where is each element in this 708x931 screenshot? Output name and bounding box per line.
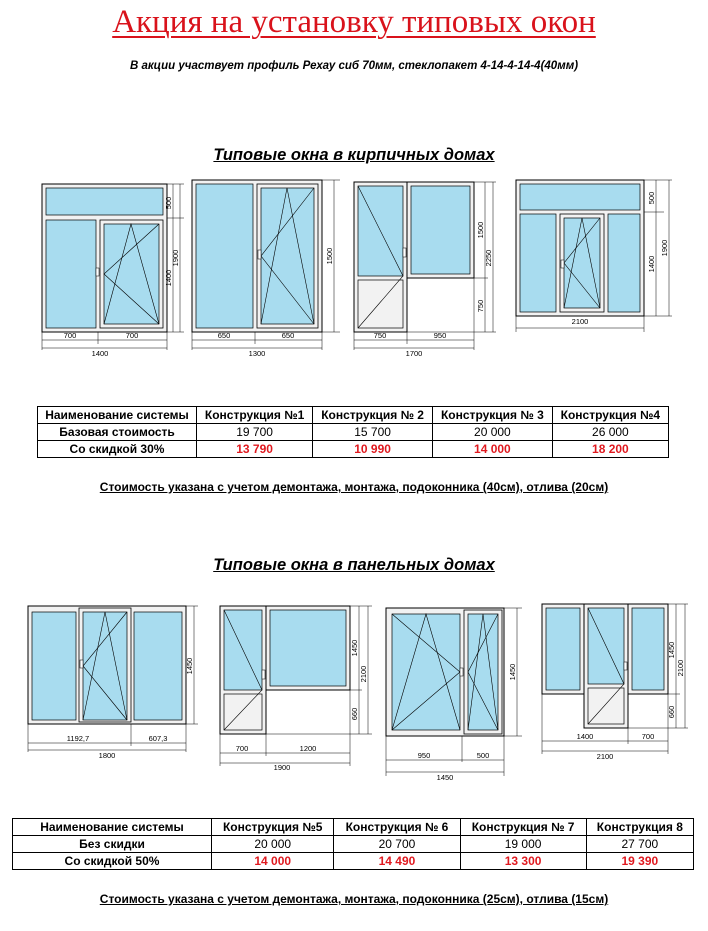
dim-label: 1400 — [91, 349, 109, 358]
brick-window-4-drawing — [512, 176, 687, 356]
panel-window-8-drawing — [536, 600, 706, 760]
price-cell: 15 700 — [313, 424, 433, 441]
table-header-cell: Конструкция № 3 — [432, 407, 552, 424]
discount-price-cell: 13 790 — [197, 441, 313, 458]
dim-label: 500 — [164, 196, 173, 210]
dim-label: 700 — [63, 331, 77, 340]
table-header-cell: Конструкция № 6 — [334, 819, 460, 836]
table-header-cell: Конструкция № 2 — [313, 407, 433, 424]
dim-label: 700 — [641, 732, 655, 741]
table-header-cell: Конструкция 8 — [586, 819, 693, 836]
discount-price-cell: 14 490 — [334, 853, 460, 870]
brick-price-table — [37, 406, 669, 458]
table-header-row — [13, 819, 694, 836]
brick-window-3-drawing — [348, 178, 508, 358]
dim-label: 1450 — [185, 657, 194, 675]
price-cell: 20 000 — [212, 836, 334, 853]
dim-label: 1450 — [508, 663, 517, 681]
dim-label: 1400 — [576, 732, 594, 741]
table-header-cell: Конструкция №4 — [552, 407, 668, 424]
panel-window-7-drawing — [380, 600, 530, 780]
dim-label: 950 — [417, 751, 431, 760]
price-cell: 19 700 — [197, 424, 313, 441]
table-header-cell: Конструкция № 7 — [460, 819, 586, 836]
panel-price-note: Стоимость указана с учетом демонтажа, монтажа, подоконника (25см), отлива (15см) — [99, 892, 609, 906]
dim-label: 607,3 — [148, 734, 168, 743]
table-header-cell: Наименование системы — [38, 407, 197, 424]
panel-window-5-drawing — [18, 600, 198, 760]
price-cell: 19 000 — [460, 836, 586, 853]
dim-label: 2100 — [596, 752, 614, 761]
discount-price-cell: 14 000 — [212, 853, 334, 870]
dim-label: 700 — [235, 744, 249, 753]
price-cell: 26 000 — [552, 424, 668, 441]
brick-price-note: Стоимость указана с учетом демонтажа, монтажа, подоконника (40см), отлива (20см) — [99, 480, 609, 494]
dim-label: 1450 — [436, 773, 454, 782]
row-label: Со скидкой 50% — [13, 853, 212, 870]
dim-label: 2100 — [359, 665, 368, 683]
dim-label: 750 — [373, 331, 387, 340]
dim-label: 1800 — [98, 751, 116, 760]
row-label: Со скидкой 30% — [38, 441, 197, 458]
table-header-cell: Наименование системы — [13, 819, 212, 836]
row-label: Базовая стоимость — [38, 424, 197, 441]
dim-label: 1900 — [171, 249, 180, 267]
dim-label: 1700 — [405, 349, 423, 358]
table-row — [38, 424, 669, 441]
discount-price-cell: 19 390 — [586, 853, 693, 870]
table-header-cell: Конструкция №5 — [212, 819, 334, 836]
row-label: Без скидки — [13, 836, 212, 853]
dim-label: 1192,7 — [66, 734, 90, 743]
dim-label: 1900 — [660, 239, 669, 257]
table-header-cell: Конструкция №1 — [197, 407, 313, 424]
dim-label: 2100 — [571, 317, 589, 326]
table-header-row — [38, 407, 669, 424]
price-cell: 20 000 — [432, 424, 552, 441]
table-row — [38, 441, 669, 458]
brick-section-heading: Типовые окна в кирпичных домах — [213, 146, 495, 164]
brick-window-2-drawing — [188, 178, 348, 358]
dim-label: 660 — [350, 707, 359, 721]
discount-price-cell: 10 990 — [313, 441, 433, 458]
dim-label: 2250 — [484, 249, 493, 267]
discount-price-cell: 13 300 — [460, 853, 586, 870]
table-row — [13, 853, 694, 870]
discount-price-cell: 14 000 — [432, 441, 552, 458]
dim-label: 1200 — [299, 744, 317, 753]
dim-label: 660 — [667, 705, 676, 719]
dim-label: 650 — [281, 331, 295, 340]
dim-label: 700 — [125, 331, 139, 340]
dim-label: 1450 — [667, 641, 676, 659]
dim-label: 1900 — [273, 763, 291, 772]
table-row — [13, 836, 694, 853]
dim-label: 1400 — [647, 255, 656, 273]
page-title: Акция на установку типовых окон — [112, 4, 596, 40]
promo-subtitle: В акции участвует профиль Рехау сиб 70мм, стеклопакет 4-14-4-14-4(40мм) — [129, 60, 579, 72]
dim-label: 500 — [647, 191, 656, 205]
dim-label: 750 — [476, 299, 485, 313]
dim-label: 1400 — [164, 269, 173, 287]
dim-label: 500 — [476, 751, 490, 760]
dim-label: 950 — [433, 331, 447, 340]
panel-price-table — [12, 818, 694, 870]
price-cell: 20 700 — [334, 836, 460, 853]
discount-price-cell: 18 200 — [552, 441, 668, 458]
brick-window-1-drawing — [30, 178, 190, 358]
price-cell: 27 700 — [586, 836, 693, 853]
dim-label: 1300 — [248, 349, 266, 358]
dim-label: 1500 — [476, 221, 485, 239]
dim-label: 650 — [217, 331, 231, 340]
panel-section-heading: Типовые окна в панельных домах — [213, 556, 495, 574]
panel-window-6-drawing — [212, 600, 377, 772]
dim-label: 1500 — [325, 247, 334, 265]
dim-label: 1450 — [350, 639, 359, 657]
dim-label: 2100 — [676, 659, 685, 677]
